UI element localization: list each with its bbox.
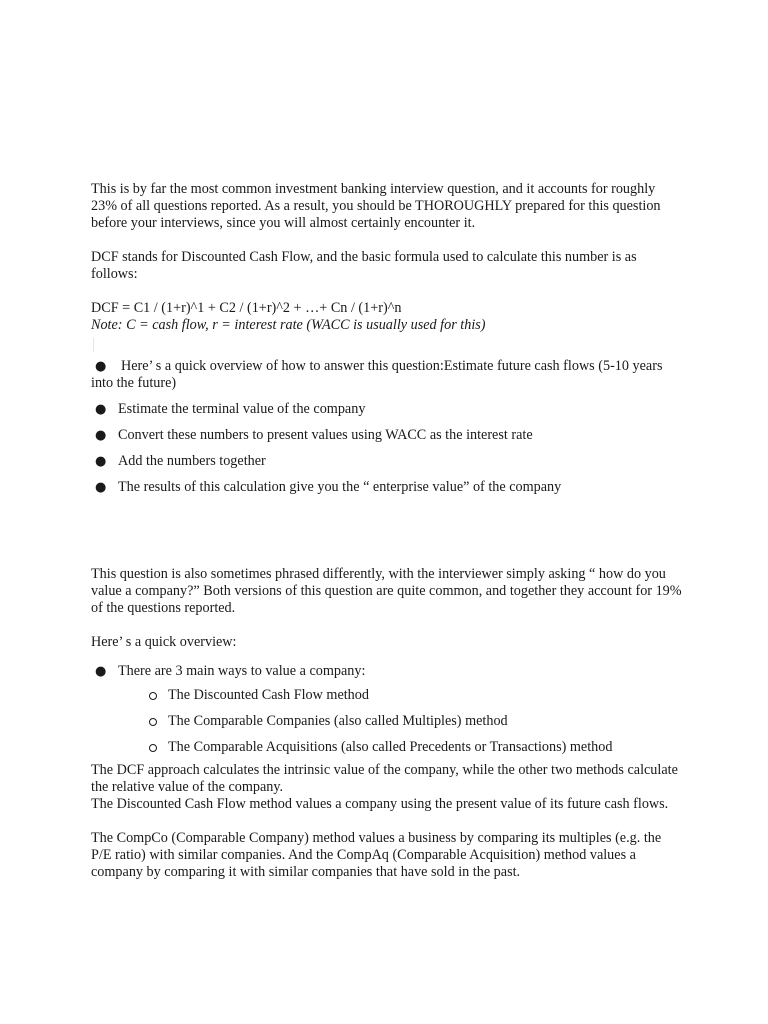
circle-bullet-icon — [149, 718, 157, 726]
list-item: ● There are 3 main ways to value a company: The Discounted Cash Flow method The Comparable Companies (also called Multiples) method The Comparable Acquisitions (also called Precedents or Transactions) method — [91, 663, 683, 756]
list-item: ● Add the numbers together — [95, 453, 266, 469]
methods-sublist — [118, 687, 683, 756]
dcf-formula: DCF = C1 / (1+r)^1 + C2 / (1+r)^2 + …+ Cn / (1+r)^n — [91, 300, 402, 316]
list-item: ● The results of this calculation give you the “ enterprise value” of the company — [95, 479, 562, 495]
list-item: ● Estimate the terminal value of the company — [95, 401, 366, 417]
dcf-steps-list — [91, 358, 683, 496]
list-item: The Comparable Companies (also called Multiples) method — [118, 713, 683, 730]
list-item: ● Convert these numbers to present values using WACC as the interest rate — [95, 427, 533, 443]
bullet-icon: ● — [95, 480, 107, 495]
bullet-icon: ● — [95, 454, 107, 469]
valuation-question-paragraph: This question is also sometimes phrased differently, with the interviewer simply asking “ how do you value a company?” Both versions of this question are quite common, and together they account for 19% of the questions reported. — [91, 566, 682, 616]
circle-bullet-icon — [149, 744, 157, 752]
list-item: The Comparable Acquisitions (also called Precedents or Transactions) method — [118, 739, 683, 756]
bullet-icon: ● — [95, 664, 107, 679]
dcf-method-paragraph: The Discounted Cash Flow method values a company using the present value of its future cash flows. — [91, 796, 669, 812]
dcf-approach-paragraph: The DCF approach calculates the intrinsic value of the company, while the other two methods calculate the relative value of the company. — [91, 762, 678, 795]
bullet-icon: ● — [95, 359, 107, 374]
text-cursor-mark — [93, 338, 94, 352]
overview-heading: Here’ s a quick overview: — [91, 634, 237, 650]
list-item: ● Here’ s a quick overview of how to answer this question:Estimate future cash flows (5-10 years into the future) — [91, 358, 663, 391]
dcf-definition-paragraph: DCF stands for Discounted Cash Flow, and the basic formula used to calculate this number is as follows: — [91, 249, 637, 282]
bullet-icon: ● — [95, 428, 107, 443]
bullet-icon: ● — [95, 402, 107, 417]
document-body — [91, 181, 683, 881]
compco-paragraph: The CompCo (Comparable Company) method values a business by comparing its multiples (e.g. the P/E ratio) with similar companies. And the CompAq (Comparable Acquisition) method values a company by comparing it with similar companies that have sold in the past. — [91, 830, 662, 880]
intro-paragraph: This is by far the most common investment banking interview question, and it accounts for roughly 23% of all questions reported. As a result, you should be THOROUGHLY prepared for this question before your interviews, since you will almost certainly encounter it. — [91, 181, 661, 231]
formula-note: Note: C = cash flow, r = interest rate (WACC is usually used for this) — [91, 317, 486, 333]
circle-bullet-icon — [149, 692, 157, 700]
section-spacer — [91, 496, 683, 566]
list-item: The Discounted Cash Flow method — [118, 687, 683, 704]
valuation-methods-list — [91, 663, 683, 756]
